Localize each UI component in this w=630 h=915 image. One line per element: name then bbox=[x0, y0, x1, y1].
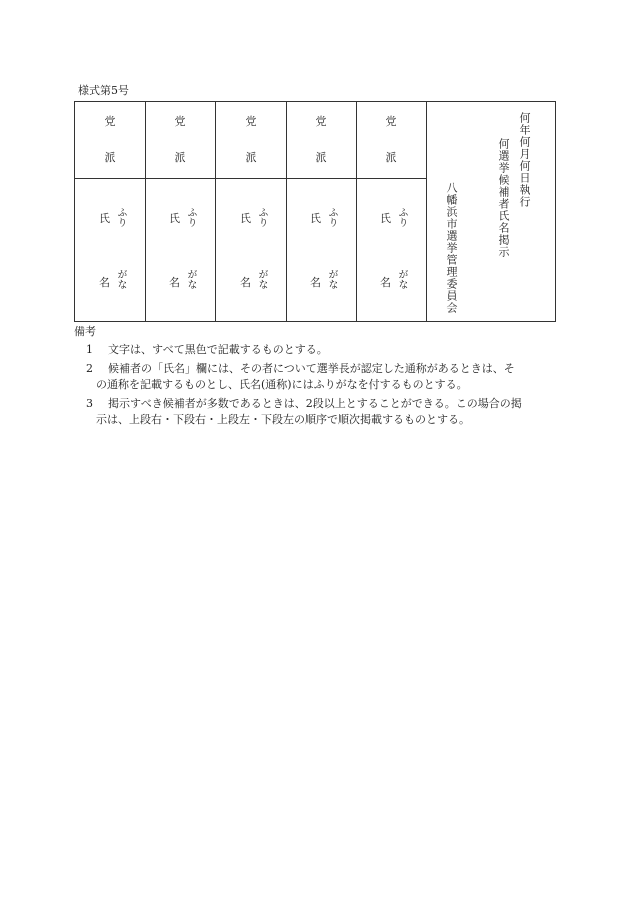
note-number: 3 bbox=[86, 397, 93, 410]
posting-title-text: 何選挙候補者氏名掲示 bbox=[497, 138, 510, 258]
party-label-bottom: 派 bbox=[104, 151, 116, 164]
party-cell bbox=[75, 102, 145, 178]
name-label-top: 氏 bbox=[169, 212, 180, 225]
name-label-bottom: 名 bbox=[240, 276, 251, 289]
note-item bbox=[86, 361, 564, 393]
party-label-top: 党 bbox=[104, 115, 116, 128]
note-item bbox=[86, 396, 564, 428]
name-cell bbox=[75, 179, 145, 322]
name-label-top: 氏 bbox=[99, 212, 110, 225]
party-label-bottom: 派 bbox=[385, 151, 397, 164]
name-label-top: 氏 bbox=[380, 212, 391, 225]
notes-section bbox=[74, 324, 564, 428]
note-item bbox=[86, 342, 564, 358]
party-cell bbox=[286, 102, 356, 178]
furigana-label-bottom: がな bbox=[256, 269, 267, 289]
note-text-continued: の通称を記載するものとし、氏名(通称)にはふりがなを付するものとする。 bbox=[96, 378, 468, 391]
note-number: 1 bbox=[86, 343, 93, 356]
party-label-top: 党 bbox=[385, 115, 397, 128]
column-divider bbox=[426, 102, 427, 321]
party-label-bottom: 派 bbox=[174, 151, 186, 164]
name-cell bbox=[145, 179, 215, 322]
name-label-bottom: 名 bbox=[169, 276, 180, 289]
note-text: 文字は、すべて黒色で記載するものとする。 bbox=[108, 343, 328, 356]
furigana-label-bottom: がな bbox=[115, 269, 126, 289]
furigana-label-top: ふり bbox=[326, 207, 337, 227]
furigana-label-bottom: がな bbox=[326, 269, 337, 289]
name-label-top: 氏 bbox=[310, 212, 321, 225]
name-label-bottom: 名 bbox=[310, 276, 321, 289]
party-label-bottom: 派 bbox=[315, 151, 327, 164]
notes-title: 備考 bbox=[74, 325, 96, 338]
name-label-top: 氏 bbox=[240, 212, 251, 225]
name-label-bottom: 名 bbox=[380, 276, 391, 289]
party-cell bbox=[356, 102, 426, 178]
party-cell bbox=[145, 102, 215, 178]
furigana-label-top: ふり bbox=[396, 207, 407, 227]
name-cell bbox=[356, 179, 426, 322]
election-date-text: 何年何月何日執行 bbox=[518, 112, 531, 208]
name-label-bottom: 名 bbox=[99, 276, 110, 289]
furigana-label-bottom: がな bbox=[185, 269, 196, 289]
note-text: 掲示すべき候補者が多数であるときは、2段以上とすることができる。この場合の掲 bbox=[108, 397, 522, 410]
furigana-label-top: ふり bbox=[185, 207, 196, 227]
posting-form-table bbox=[74, 101, 556, 322]
party-cell bbox=[216, 102, 286, 178]
furigana-label-bottom: がな bbox=[396, 269, 407, 289]
name-cell bbox=[216, 179, 286, 322]
committee-name-text: 八幡浜市選挙管理委員会 bbox=[445, 182, 458, 314]
party-label-bottom: 派 bbox=[245, 151, 257, 164]
party-label-top: 党 bbox=[174, 115, 186, 128]
name-cell bbox=[286, 179, 356, 322]
furigana-label-top: ふり bbox=[256, 207, 267, 227]
note-number: 2 bbox=[86, 362, 93, 375]
note-text-continued: 示は、上段右・下段右・上段左・下段左の順序で順次掲載するものとする。 bbox=[96, 413, 470, 426]
furigana-label-top: ふり bbox=[115, 207, 126, 227]
party-label-top: 党 bbox=[315, 115, 327, 128]
party-label-top: 党 bbox=[245, 115, 257, 128]
form-number-label: 様式第5号 bbox=[78, 84, 129, 97]
note-text: 候補者の「氏名」欄には、その者について選挙長が認定した通称があるときは、そ bbox=[108, 362, 515, 375]
